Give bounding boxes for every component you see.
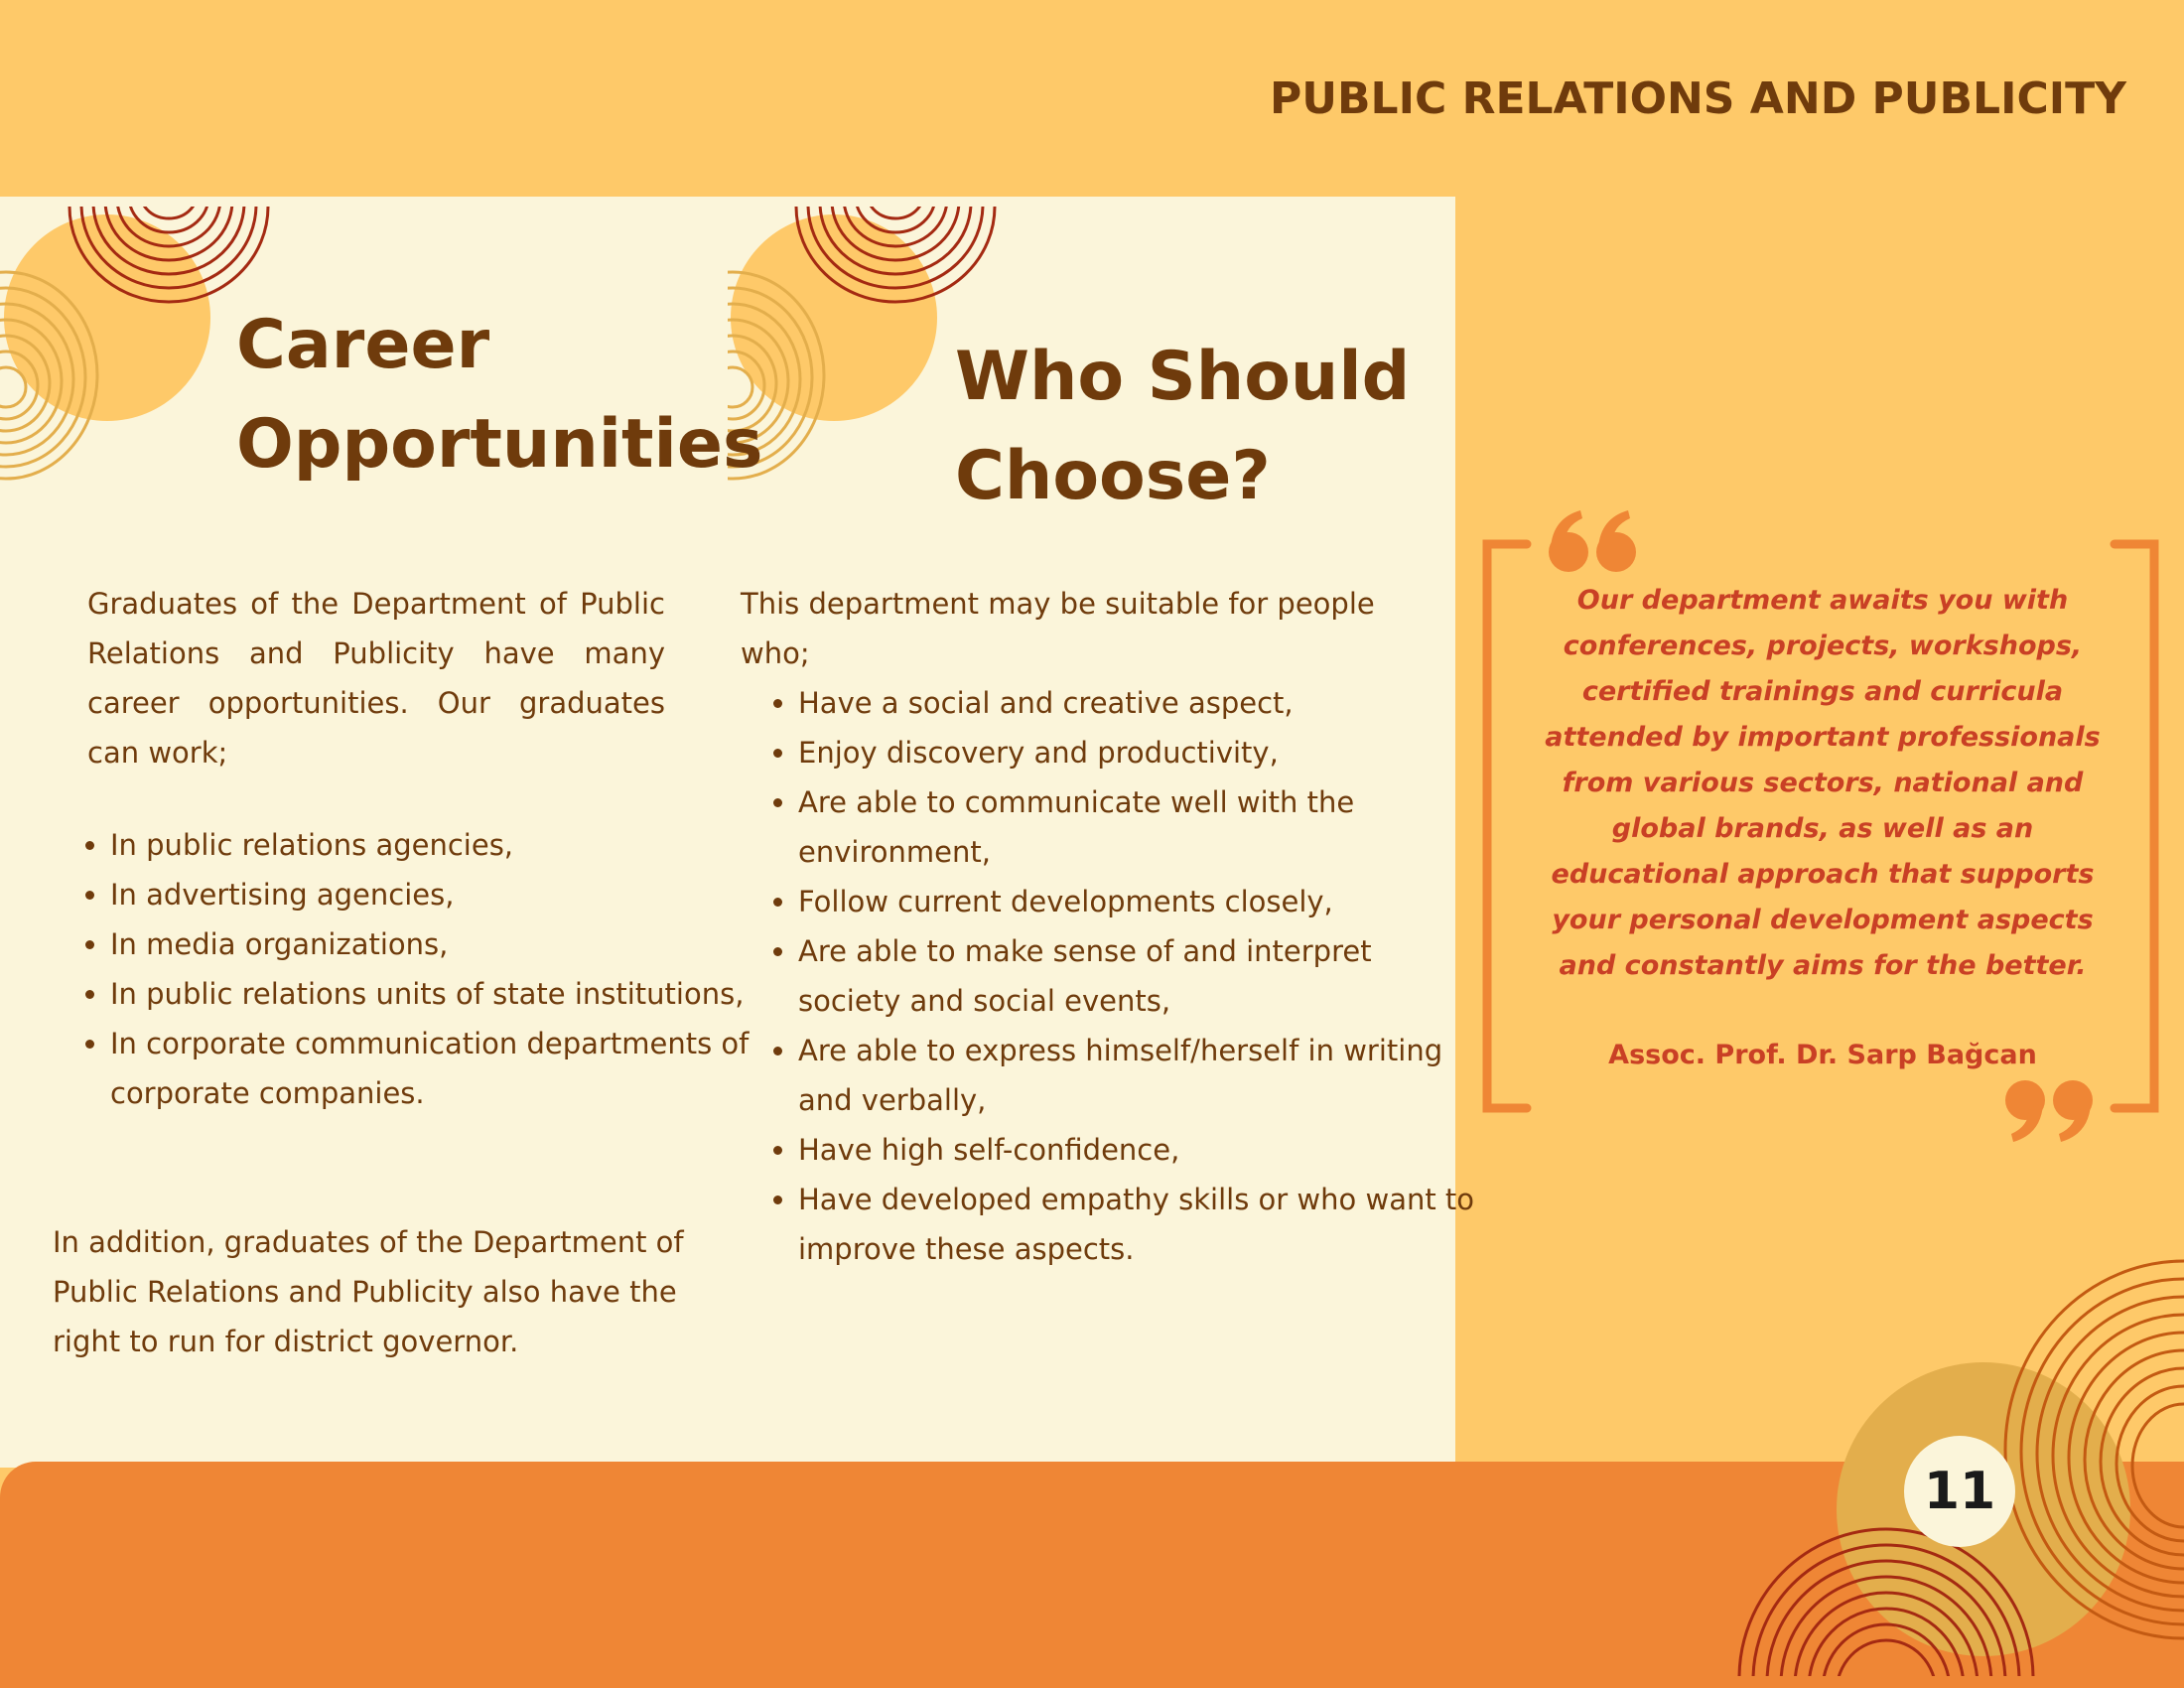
list-item: • Have developed empathy skills or who want to improve these aspects. (798, 1175, 1483, 1274)
career-addition: In addition, graduates of the Department of Public Relations and Publicity also have the right to run for district governor. (53, 1225, 684, 1358)
list-item: • Have high self-confidence, (798, 1125, 1483, 1175)
list-item: • Are able to communicate well with the environment, (798, 777, 1483, 877)
career-heading-line1: Career (236, 306, 490, 384)
list-item: • In public relations agencies, (110, 820, 755, 870)
quote-text: Our department awaits you with conferences, projects, workshops, certified trainings and curricula attended by important professionals from various sectors, national and global brands, as well as an educational approach that supports your personal development aspects and constantly aims for the better. (1545, 585, 2101, 981)
list-item: • Have a social and creative aspect, (798, 678, 1483, 728)
list-item: • Are able to express himself/herself in writing and verbally, (798, 1026, 1483, 1125)
list-item: • Are able to make sense of and interpret society and social events, (798, 926, 1483, 1026)
career-heading (236, 296, 762, 494)
who-heading-line1: Who Should (955, 338, 1411, 416)
red-rings-icon (69, 111, 268, 302)
right-bracket-icon (2115, 544, 2154, 1108)
who-intro: This department may be suitable for people who; (741, 587, 1375, 670)
who-list (741, 678, 1483, 1274)
career-heading-line2: Opportunities (236, 405, 763, 484)
red-rings-icon (796, 111, 995, 302)
close-quote-icon (2005, 1080, 2093, 1142)
career-list (60, 820, 755, 1118)
page-number-badge (1904, 1436, 2015, 1547)
list-item: • Enjoy discovery and productivity, (798, 728, 1483, 777)
left-bracket-icon (1487, 544, 1527, 1108)
who-heading (955, 328, 1410, 526)
who-heading-line2: Choose? (955, 437, 1271, 515)
ring-decoration-career (0, 111, 268, 479)
page-number: 11 (1923, 1462, 1996, 1521)
list-item: • Follow current developments closely, (798, 877, 1483, 926)
list-item: • In corporate communication departments of corporate companies. (110, 1019, 755, 1118)
list-item: • In public relations units of state institutions, (110, 969, 755, 1019)
list-item: • In advertising agencies, (110, 870, 755, 919)
quote-author: Assoc. Prof. Dr. Sarp Bağcan (1608, 1040, 2037, 1070)
open-quote-icon (1549, 510, 1636, 572)
list-item: • In media organizations, (110, 919, 755, 969)
document-title: PUBLIC RELATIONS AND PUBLICITY (1270, 73, 2126, 124)
career-intro: Graduates of the Department of Public Relations and Publicity have many career opportunities. Our graduates can work; (87, 587, 665, 770)
